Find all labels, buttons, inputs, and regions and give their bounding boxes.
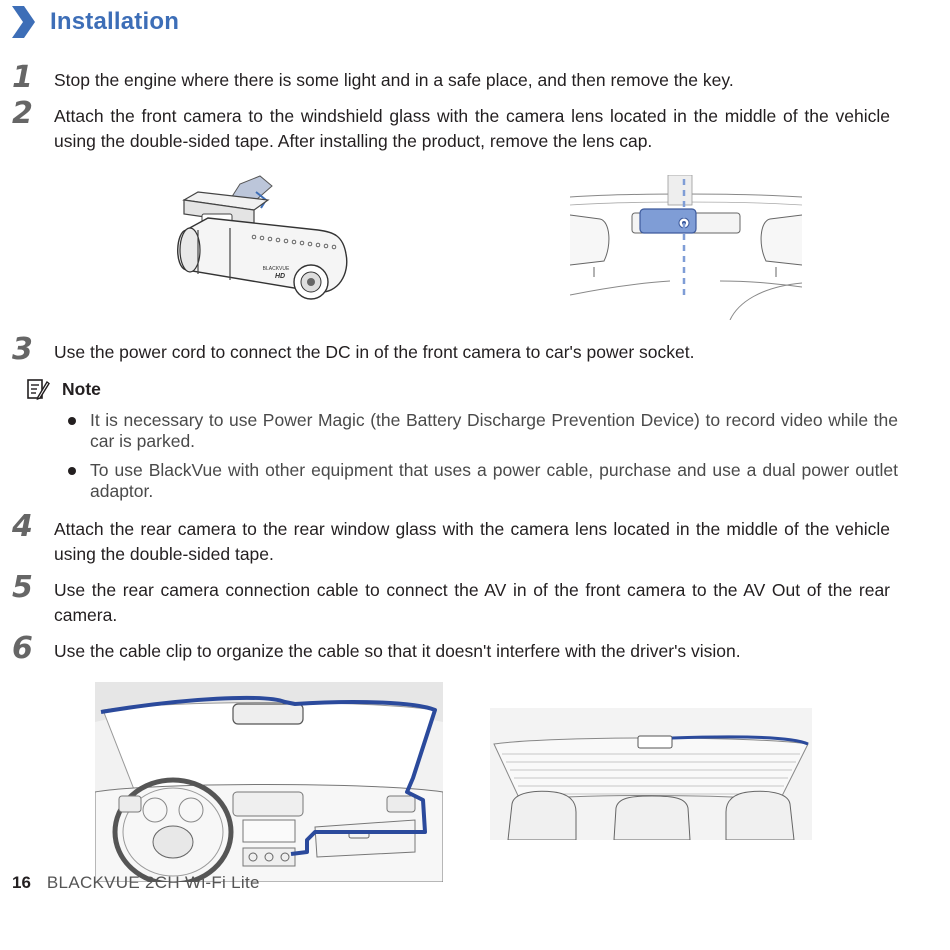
- note-item: [66, 460, 898, 502]
- camera-hd-label: HD: [274, 273, 286, 280]
- step-number: 3: [12, 332, 33, 367]
- note-item-text: To use BlackVue with other equipment that uses a power cable, purchase and use a dual power outlet adaptor.: [90, 460, 898, 501]
- note-item-text: It is necessary to use Power Magic (the Battery Discharge Prevention Device) to record video while the car is parked.: [90, 410, 898, 451]
- front-camera-illustration: [168, 170, 373, 310]
- bullet-icon: [68, 417, 76, 425]
- section-header: [10, 4, 179, 40]
- step-number: 5: [12, 570, 33, 605]
- note-label: Note: [62, 378, 101, 399]
- section-title: Installation: [50, 8, 180, 35]
- page-number: 16: [12, 873, 31, 892]
- rear-window-illustration: [490, 708, 812, 840]
- step-text: Attach the front camera to the windshield glass with the camera lens located in the middle of the vehicle using the double-sided tape. After installing the product, remove the lens cap.: [54, 106, 890, 151]
- note-header: [26, 376, 101, 402]
- step-number: 1: [12, 60, 33, 95]
- camera-brand-label: BLACKVUE: [262, 266, 290, 272]
- step-text: Use the power cord to connect the DC in of the front camera to car's power socket.: [54, 342, 695, 362]
- step-number: 2: [12, 96, 33, 131]
- product-name: BLACKVUE 2CH Wi-Fi Lite: [46, 873, 260, 892]
- note-item: [66, 410, 898, 452]
- chevron-right-icon: [10, 5, 36, 39]
- windshield-center-illustration: [570, 175, 802, 320]
- step-text: Use the cable clip to organize the cable so that it doesn't interfere with the driver's vision.: [54, 641, 741, 661]
- step-number: 6: [12, 631, 33, 666]
- step-number: 4: [12, 509, 33, 544]
- note-icon: [26, 377, 50, 401]
- step-text: Attach the rear camera to the rear window glass with the camera lens located in the middle of the vehicle using the double-sided tape.: [54, 519, 890, 564]
- bullet-icon: [68, 467, 76, 475]
- step-text: Use the rear camera connection cable to connect the AV in of the front camera to the AV Out of the rear camera.: [54, 580, 890, 625]
- step-text: Stop the engine where there is some light and in a safe place, and then remove the key.: [54, 70, 734, 90]
- page-footer: [12, 873, 260, 893]
- dashboard-cable-illustration: [95, 682, 443, 882]
- note-list: [66, 410, 898, 510]
